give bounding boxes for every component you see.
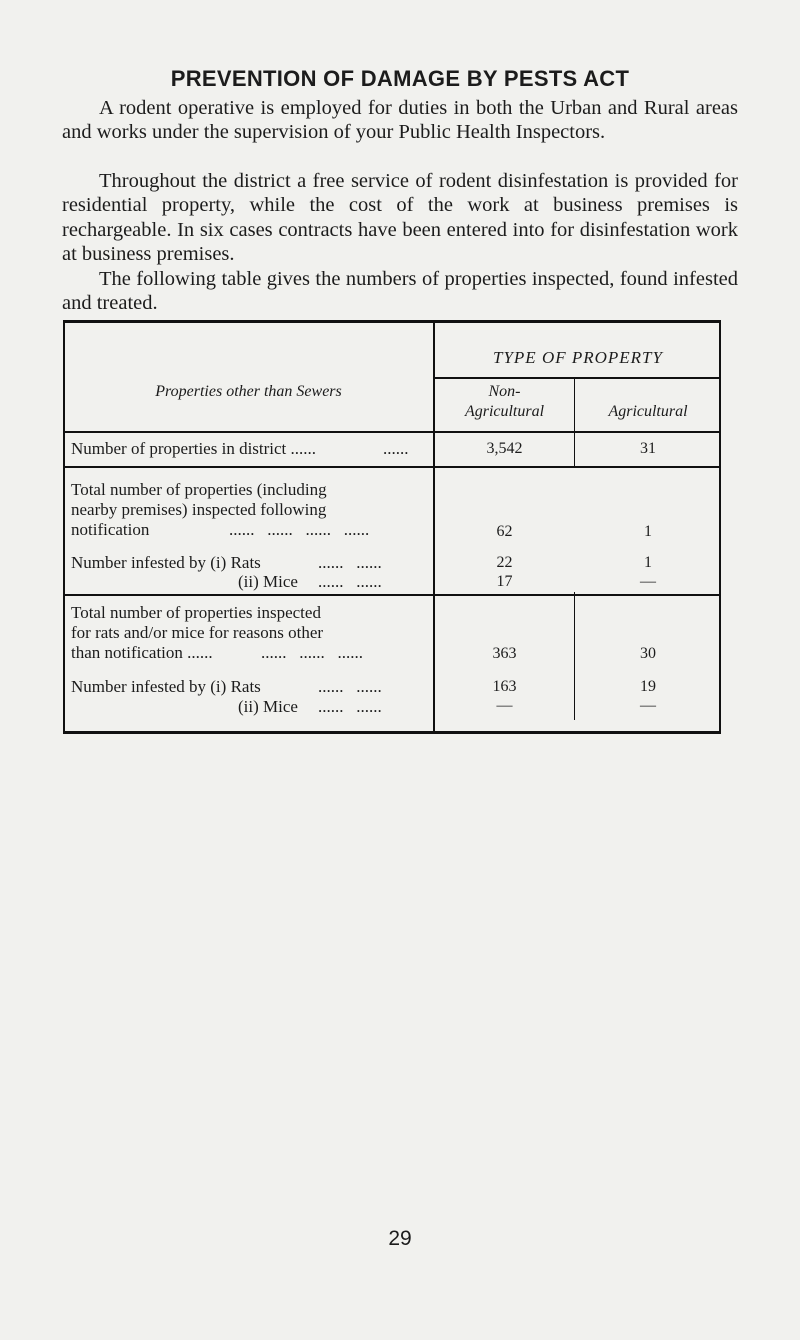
row-other-total-label2: for rats and/or mice for reasons other: [71, 623, 324, 642]
group-header: TYPE OF PROPERTY: [493, 348, 663, 367]
row-other-mice-leaders: ...... ......: [318, 697, 382, 716]
row-district-agri: 31: [640, 440, 656, 457]
row-other-mice-label: (ii) Mice: [238, 697, 298, 716]
paragraph-free-service: Throughout the district a free service of rodent disinfestation is provided for residential property, while the cost of the work at business premises is rechargeable. In six cases contracts have been entered into for disinfestation work at business premises.: [62, 170, 738, 266]
row-notif-total-leaders: ...... ...... ...... ......: [229, 520, 370, 539]
row-notif-mice-non-agri: 17: [496, 573, 513, 590]
page-number: 29: [388, 1227, 412, 1250]
row-other-rats-non-agri: 163: [492, 678, 517, 695]
row-other-total-label3: than notification ......: [71, 643, 213, 662]
row-other-rats-label: Number infested by (i) Rats: [71, 677, 261, 696]
page-title: PREVENTION OF DAMAGE BY PESTS ACT: [170, 66, 630, 91]
paragraph-rodent-operative: A rodent operative is employed for duties in both the Urban and Rural areas and works under the supervision of your Public Health Inspectors.: [62, 97, 738, 144]
row-notif-total-label1: Total number of properties (including: [71, 480, 327, 499]
row-notif-rats-label: Number infested by (i) Rats: [71, 553, 261, 572]
row-other-total-non-agri: 363: [492, 645, 517, 662]
row-other-total-leaders: ...... ...... ......: [261, 643, 363, 662]
row-notif-total-label2: nearby premises) inspected following: [71, 500, 327, 519]
paragraph-table-intro: The following table gives the numbers of properties inspected, found infested and treated.: [62, 268, 738, 315]
row-notif-total-agri: 1: [644, 523, 652, 540]
row-notif-rats-leaders: ...... ......: [318, 553, 382, 572]
row-notif-mice-agri: —: [640, 573, 656, 590]
row-district-label: Number of properties in district ......: [71, 439, 317, 458]
col-non-agricultural-line2: Agricultural: [464, 403, 545, 420]
col-non-agricultural-line1: Non-: [488, 383, 521, 400]
row-notif-mice-label: (ii) Mice: [238, 572, 298, 591]
row-header: Properties other than Sewers: [155, 383, 342, 400]
row-notif-total-label3: notification: [71, 520, 150, 539]
row-other-mice-non-agri: —: [496, 697, 513, 714]
row-notif-rats-non-agri: 22: [496, 554, 513, 571]
row-other-rats-agri: 19: [640, 678, 656, 695]
row-notif-mice-leaders: ...... ......: [318, 572, 382, 591]
row-other-total-label1: Total number of properties inspected: [71, 603, 321, 622]
row-notif-total-non-agri: 62: [496, 523, 513, 540]
pests-table: [63, 320, 721, 734]
row-notif-rats-agri: 1: [644, 554, 652, 571]
row-district-non-agri: 3,542: [486, 440, 523, 457]
row-other-total-agri: 30: [640, 645, 656, 662]
row-other-mice-agri: —: [640, 697, 656, 714]
row-district-leader: ......: [383, 439, 409, 458]
col-agricultural: Agricultural: [608, 403, 688, 420]
row-other-rats-leaders: ...... ......: [318, 677, 382, 696]
